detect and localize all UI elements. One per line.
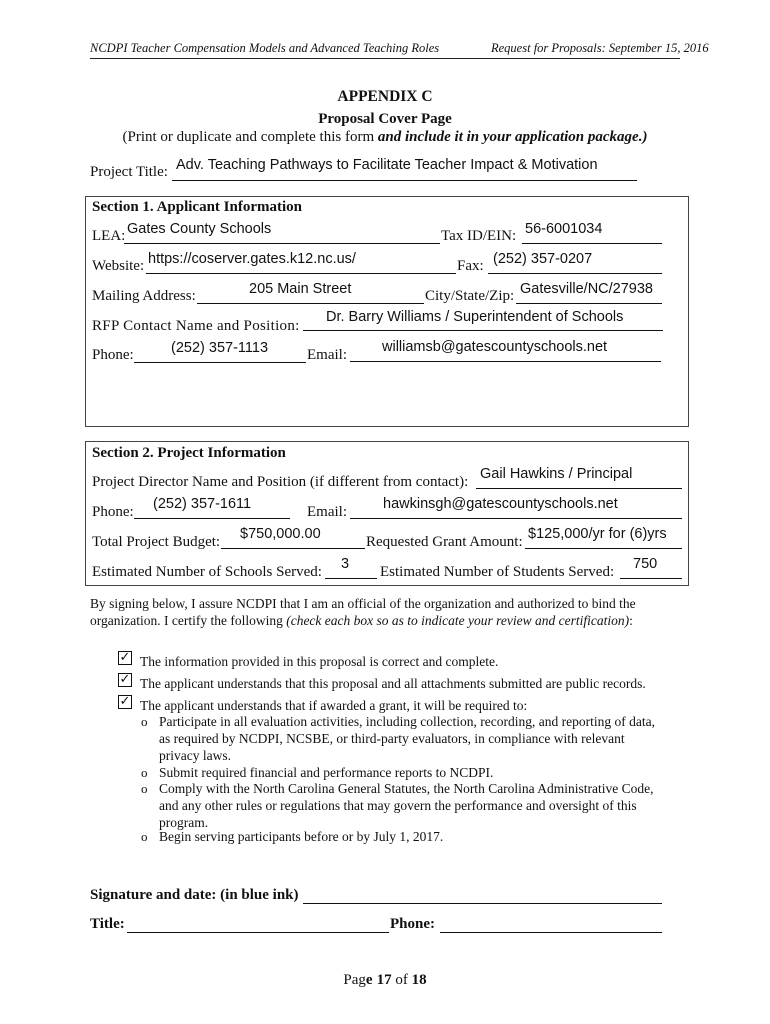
director-email-input[interactable]: hawkinsgh@gatescountyschools.net — [383, 496, 618, 512]
website-label: Website: — [92, 258, 145, 274]
certification-intro-line2 — [90, 612, 636, 629]
checkbox-grant-requirements[interactable]: ✓ — [119, 694, 131, 709]
signature-label: Signature and date: (in blue ink) — [90, 887, 299, 903]
page-prefix-end: e — [365, 972, 373, 988]
lea-line — [124, 243, 440, 244]
project-title-input[interactable]: Adv. Teaching Pathways to Facilitate Teacher Impact & Motivation — [176, 157, 598, 173]
running-header-right: Request for Proposals: September 15, 2016 — [491, 41, 709, 55]
checkbox-public-records[interactable]: ✓ — [119, 672, 131, 687]
check-text-public-records: The applicant understands that this proposal and all attachments submitted are public records. — [140, 676, 646, 691]
signature-phone-line[interactable] — [440, 932, 662, 933]
bullet-line: and any other rules or regulations that may govern the performance and oversight of this — [159, 798, 637, 813]
project-director-line — [476, 488, 682, 489]
project-title-label: Project Title: — [90, 164, 168, 180]
bullet-comply — [159, 780, 654, 831]
bullet-reports — [159, 764, 493, 781]
bullet-marker: o — [141, 829, 148, 844]
certification-intro-end: : — [629, 613, 633, 628]
current-page: 17 — [376, 972, 392, 988]
fax-line — [488, 273, 662, 274]
rfp-contact-line — [303, 330, 663, 331]
lea-label: LEA: — [92, 228, 126, 244]
bullet-line: Participate in all evaluation activities, including collection, recording, and reporting of data, — [159, 714, 655, 729]
title-label: Title: — [90, 916, 125, 932]
total-pages: 18 — [411, 972, 427, 988]
rfp-contact-input[interactable]: Dr. Barry Williams / Superintendent of Schools — [326, 309, 624, 325]
certification-intro-text: organization. I certify the following — [90, 613, 287, 628]
director-email-line — [350, 518, 682, 519]
students-served-label: Estimated Number of Students Served: — [380, 564, 615, 580]
students-served-input[interactable]: 750 — [633, 556, 658, 572]
fax-label: Fax: — [457, 258, 484, 274]
check-text-grant-requirements: The applicant understands that if awarded a grant, it will be required to: — [140, 698, 528, 713]
title-line[interactable] — [127, 932, 389, 933]
section2-heading: Section 2. Project Information — [92, 445, 286, 461]
project-director-label: Project Director Name and Position (if different from contact): — [92, 474, 469, 490]
tax-id-input[interactable]: 56-6001034 — [525, 221, 603, 237]
appendix-heading: APPENDIX C — [337, 88, 433, 105]
grant-amount-line — [525, 548, 682, 549]
city-state-zip-input[interactable]: Gatesville/NC/27938 — [520, 281, 653, 297]
total-budget-label: Total Project Budget: — [92, 534, 221, 550]
bullet-line: Submit required financial and performance reports to NCDPI. — [159, 765, 494, 780]
project-title-line — [172, 180, 637, 181]
tax-id-label: Tax ID/EIN: — [441, 228, 517, 244]
running-header-left: NCDPI Teacher Compensation Models and Advanced Teaching Roles — [90, 41, 440, 55]
lea-input[interactable]: Gates County Schools — [127, 221, 272, 237]
tax-id-line — [522, 243, 662, 244]
mailing-address-line — [197, 303, 424, 304]
bullet-line: as required by NCDPI, NCSBE, or third-party evaluators, in compliance with relevant — [159, 731, 625, 746]
form-instruction — [0, 129, 770, 146]
project-director-input[interactable]: Gail Hawkins / Principal — [480, 466, 633, 482]
certification-intro-emphasis: (check each box so as to indicate your review and certification) — [286, 613, 630, 628]
director-phone-line — [134, 518, 290, 519]
fax-input[interactable]: (252) 357-0207 — [493, 251, 593, 267]
phone-input[interactable]: (252) 357-1113 — [171, 340, 269, 356]
mailing-address-label: Mailing Address: — [92, 288, 196, 304]
bullet-line: Comply with the North Carolina General Statutes, the North Carolina Administrative Code, — [159, 781, 654, 796]
bullet-evaluation — [159, 713, 655, 764]
check-text-correct: The information provided in this proposal is correct and complete. — [140, 654, 499, 669]
website-line — [146, 273, 456, 274]
bullet-marker: o — [141, 781, 148, 796]
students-served-line — [620, 578, 682, 579]
director-email-label: Email: — [307, 504, 347, 520]
email-label: Email: — [307, 347, 347, 363]
director-phone-label: Phone: — [92, 504, 134, 520]
email-input[interactable]: williamsb@gatescountyschools.net — [382, 339, 608, 355]
page-prefix: Pag — [343, 972, 366, 988]
grant-amount-input[interactable]: $125,000/yr for (6)yrs — [528, 526, 667, 542]
total-budget-input[interactable]: $750,000.00 — [240, 526, 321, 542]
signature-phone-label: Phone: — [390, 916, 435, 932]
phone-label: Phone: — [92, 347, 134, 363]
phone-line — [134, 362, 306, 363]
section1-heading: Section 1. Applicant Information — [92, 199, 303, 215]
instruction-emphasis: and include it in your application package.) — [377, 129, 648, 145]
email-line — [350, 361, 661, 362]
bullet-line: program. — [159, 815, 209, 830]
header-rule — [90, 58, 680, 59]
city-state-zip-label: City/State/Zip: — [425, 288, 515, 304]
website-input[interactable]: https://coserver.gates.k12.nc.us/ — [148, 251, 356, 267]
schools-served-line — [325, 578, 377, 579]
instruction-text: (Print or duplicate and complete this form — [122, 129, 378, 145]
certification-intro — [90, 595, 636, 629]
bullet-line: Begin serving participants before or by July 1, 2017. — [159, 829, 444, 844]
total-budget-line — [221, 548, 365, 549]
bullet-marker: o — [141, 765, 148, 780]
signature-line[interactable] — [303, 903, 662, 904]
form-title: Proposal Cover Page — [318, 111, 452, 127]
director-phone-input[interactable]: (252) 357-1611 — [153, 496, 252, 512]
schools-served-label: Estimated Number of Schools Served: — [92, 564, 322, 580]
page-number — [0, 972, 770, 989]
bullet-marker: o — [141, 714, 148, 729]
checkbox-correct[interactable]: ✓ — [119, 650, 131, 665]
bullet-begin-serving — [159, 828, 443, 845]
grant-amount-label: Requested Grant Amount: — [366, 534, 523, 550]
city-state-zip-line — [516, 303, 662, 304]
rfp-contact-label: RFP Contact Name and Position: — [92, 318, 300, 334]
page-of: of — [391, 972, 412, 988]
mailing-address-input[interactable]: 205 Main Street — [249, 281, 352, 297]
schools-served-input[interactable]: 3 — [341, 556, 350, 572]
certification-intro-line1: By signing below, I assure NCDPI that I am an official of the organization and authorized to bind the — [90, 596, 636, 611]
bullet-line: privacy laws. — [159, 748, 231, 763]
